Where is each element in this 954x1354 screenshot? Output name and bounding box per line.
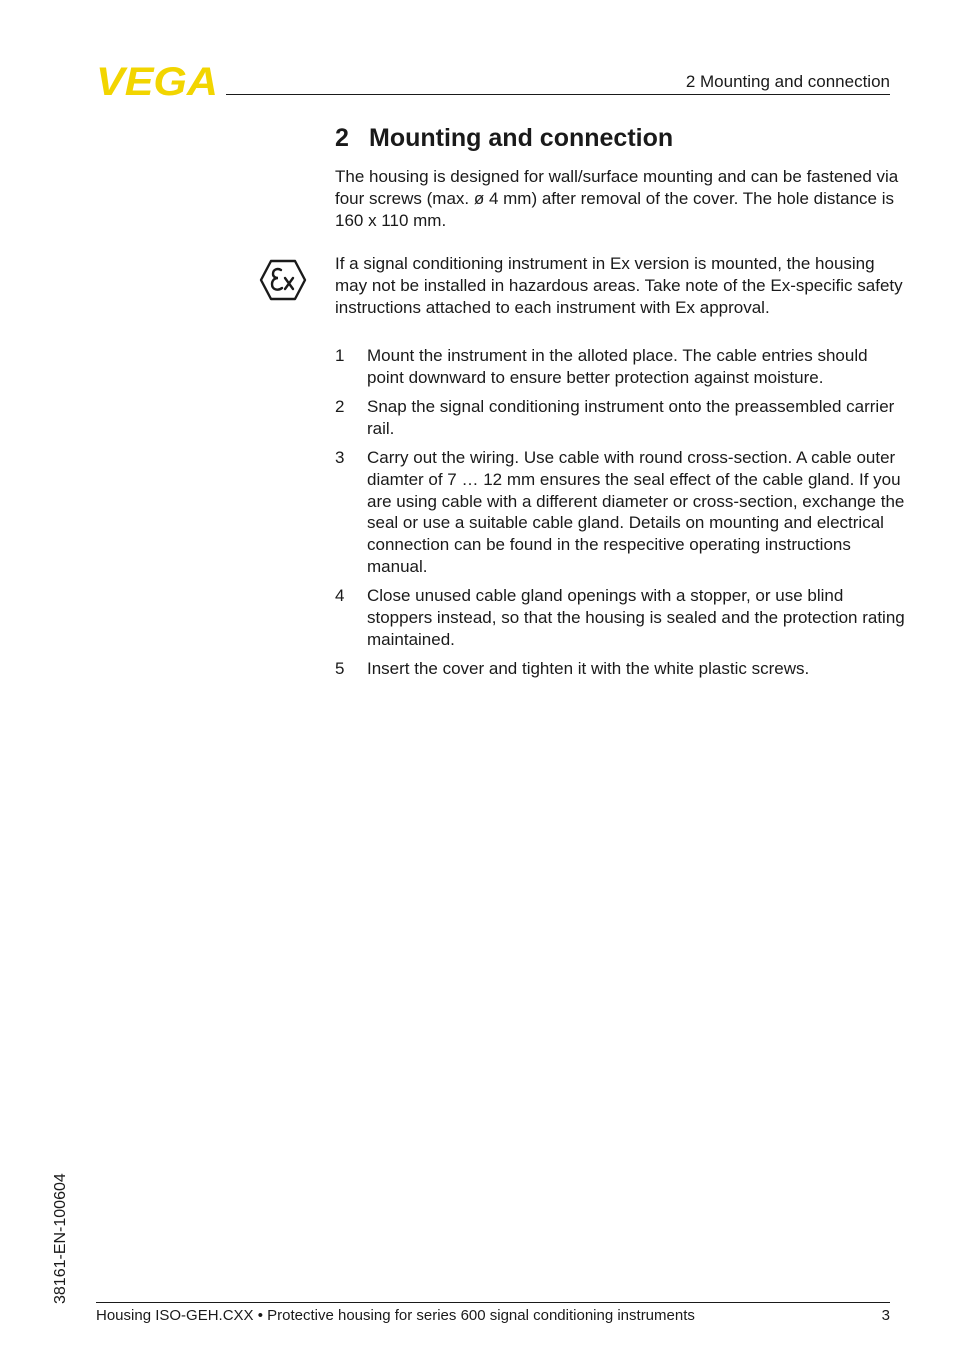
svg-text:VEGA: VEGA	[96, 64, 218, 98]
step-text: Snap the signal conditioning instrument onto the preassembled carrier rail.	[367, 396, 895, 438]
vega-logo	[96, 64, 220, 98]
step-text: Mount the instrument in the alloted place. The cable entries should point downward to ensure better protection against moisture.	[367, 345, 868, 387]
section-number: 2	[335, 124, 349, 152]
ex-warning-text: If a signal conditioning instrument in Ex version is mounted, the housing may not be installed in hazardous areas. Take note of the Ex-specific safety instructions attached to each instrument with Ex approval.	[335, 254, 903, 317]
step-number: 1	[335, 345, 345, 365]
steps-list	[335, 345, 905, 680]
footer-divider	[96, 1302, 890, 1303]
step-number: 2	[335, 396, 345, 416]
list-item	[335, 396, 905, 440]
step-text: Carry out the wiring. Use cable with round cross-section. A cable outer diamter of 7 … 12 mm ensures the seal effect of the cable gland. If you are using cable with a different diameter or cross-section, exchange the seal or use a suitable cable gland. Details on mounting and electrical connection can be found in the respecitive operating instructions manual.	[367, 447, 905, 576]
step-text: Insert the cover and tighten it with the white plastic screws.	[367, 659, 810, 679]
step-text: Close unused cable gland openings with a stopper, or use blind stoppers instead, so that the housing is sealed and the protection rating maintained.	[367, 586, 905, 649]
ex-icon	[259, 259, 307, 301]
main-content	[335, 166, 905, 687]
step-number: 5	[335, 659, 345, 679]
section-title-text: Mounting and connection	[369, 124, 674, 152]
intro-paragraph: The housing is designed for wall/surface mounting and can be fastened via four screws (max. ø 4 mm) after removal of the cover. The hole distance is 160 x 110 mm.	[335, 167, 899, 230]
ex-warning	[335, 253, 905, 318]
page-number: 3	[881, 1307, 890, 1324]
section-title	[335, 122, 673, 154]
footer-text: Housing ISO-GEH.CXX • Protective housing for series 600 signal conditioning instruments	[96, 1307, 695, 1324]
running-header: 2 Mounting and connection	[685, 72, 890, 91]
list-item	[335, 345, 905, 389]
step-number: 3	[335, 447, 345, 467]
step-number: 4	[335, 586, 345, 606]
document-id: 38161-EN-100604	[52, 1173, 69, 1304]
header-divider	[226, 94, 890, 95]
list-item	[335, 585, 905, 650]
list-item	[335, 658, 905, 680]
list-item	[335, 447, 905, 578]
